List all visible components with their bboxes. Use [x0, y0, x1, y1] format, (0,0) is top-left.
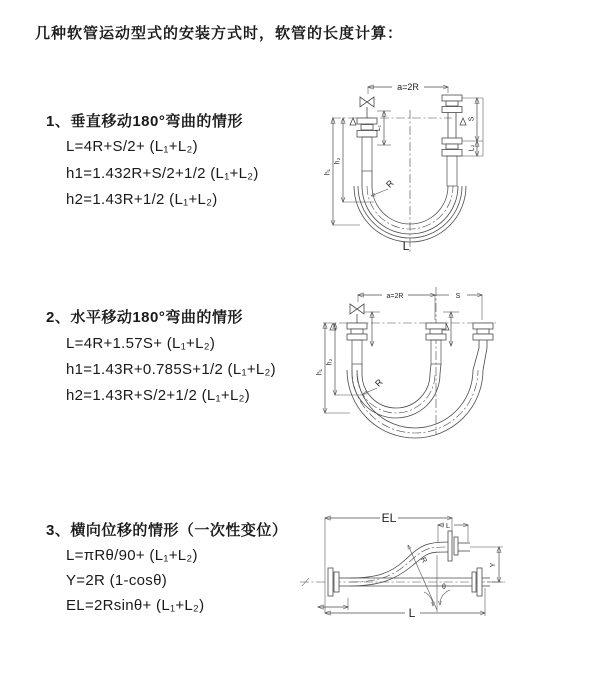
- valve-icon: [350, 304, 364, 323]
- dim-label-s: S: [455, 293, 461, 300]
- section3-formula-L: L=πRθ/90+ (L₁+L₂): [66, 547, 198, 564]
- dim-label-a2r: a=2R: [397, 82, 419, 92]
- section2-formula-h1: h1=1.43R+0.785S+1/2 (L₁+L₂): [66, 361, 276, 378]
- dim-label-h1: h₁: [316, 368, 324, 376]
- dim-label-h2: h₂: [326, 358, 334, 366]
- angle-label-theta: θ: [442, 584, 446, 591]
- hose-s-curve: [350, 542, 448, 586]
- right-pipe-flange: [442, 95, 462, 186]
- dim-label-a2r: a=2R: [386, 293, 404, 300]
- dim-label-s: S: [468, 116, 476, 122]
- radius-label: R: [373, 377, 385, 389]
- section2-formula-L: L=4R+1.57S+ (L₁+L₂): [66, 335, 216, 352]
- left-pipe-flange: [347, 323, 367, 364]
- dim-label-l2: L₂: [468, 144, 476, 152]
- valve-icon: [360, 97, 374, 118]
- diagram-horizontal-180-bend: [300, 282, 600, 444]
- section2-heading: 2、水平移动180°弯曲的情形: [46, 309, 243, 326]
- length-label: L: [408, 606, 416, 620]
- right-pipe-flange-displaced: [473, 323, 493, 348]
- section3-formula-EL: EL=2Rsinθ+ (L₁+L₂): [66, 597, 205, 614]
- dim-label-l1: L₁: [375, 124, 382, 132]
- section3-formula-Y: Y=2R (1-cosθ): [66, 572, 168, 589]
- dim-label-h1: h₁: [324, 168, 332, 176]
- dim-label-h2: h₂: [334, 157, 342, 165]
- section1-formula-h2: h2=1.43R+1/2 (L₁+L₂): [66, 191, 218, 208]
- left-flange: [328, 568, 350, 596]
- hose-u-bend: [352, 364, 441, 418]
- section1-formula-L: L=4R+S/2+ (L₁+L₂): [66, 138, 198, 155]
- radius-label: R: [384, 178, 396, 190]
- dim-label-y: Y: [490, 562, 497, 568]
- section1-heading: 1、垂直移动180°弯曲的情形: [46, 113, 243, 130]
- dim-label-l2: L: [446, 523, 450, 530]
- length-label: L: [402, 239, 410, 253]
- section1-formula-h1: h1=1.432R+S/2+1/2 (L₁+L₂): [66, 165, 259, 182]
- left-pipe-flange: [357, 118, 377, 171]
- section2-formula-h2: h2=1.43R+S/2+1/2 (L₁+L₂): [66, 387, 251, 404]
- diagram-vertical-180-bend: [300, 68, 600, 268]
- dim-label-el: EL: [381, 511, 397, 525]
- diagram-lateral-displacement: [300, 498, 600, 646]
- radius-label: R: [419, 556, 428, 565]
- upper-right-flange: [448, 531, 470, 561]
- page-title: 几种软管运动型式的安装方式时，软管的长度计算：: [35, 25, 404, 42]
- section3-heading: 3、横向位移的情形（一次性变位）: [46, 522, 288, 539]
